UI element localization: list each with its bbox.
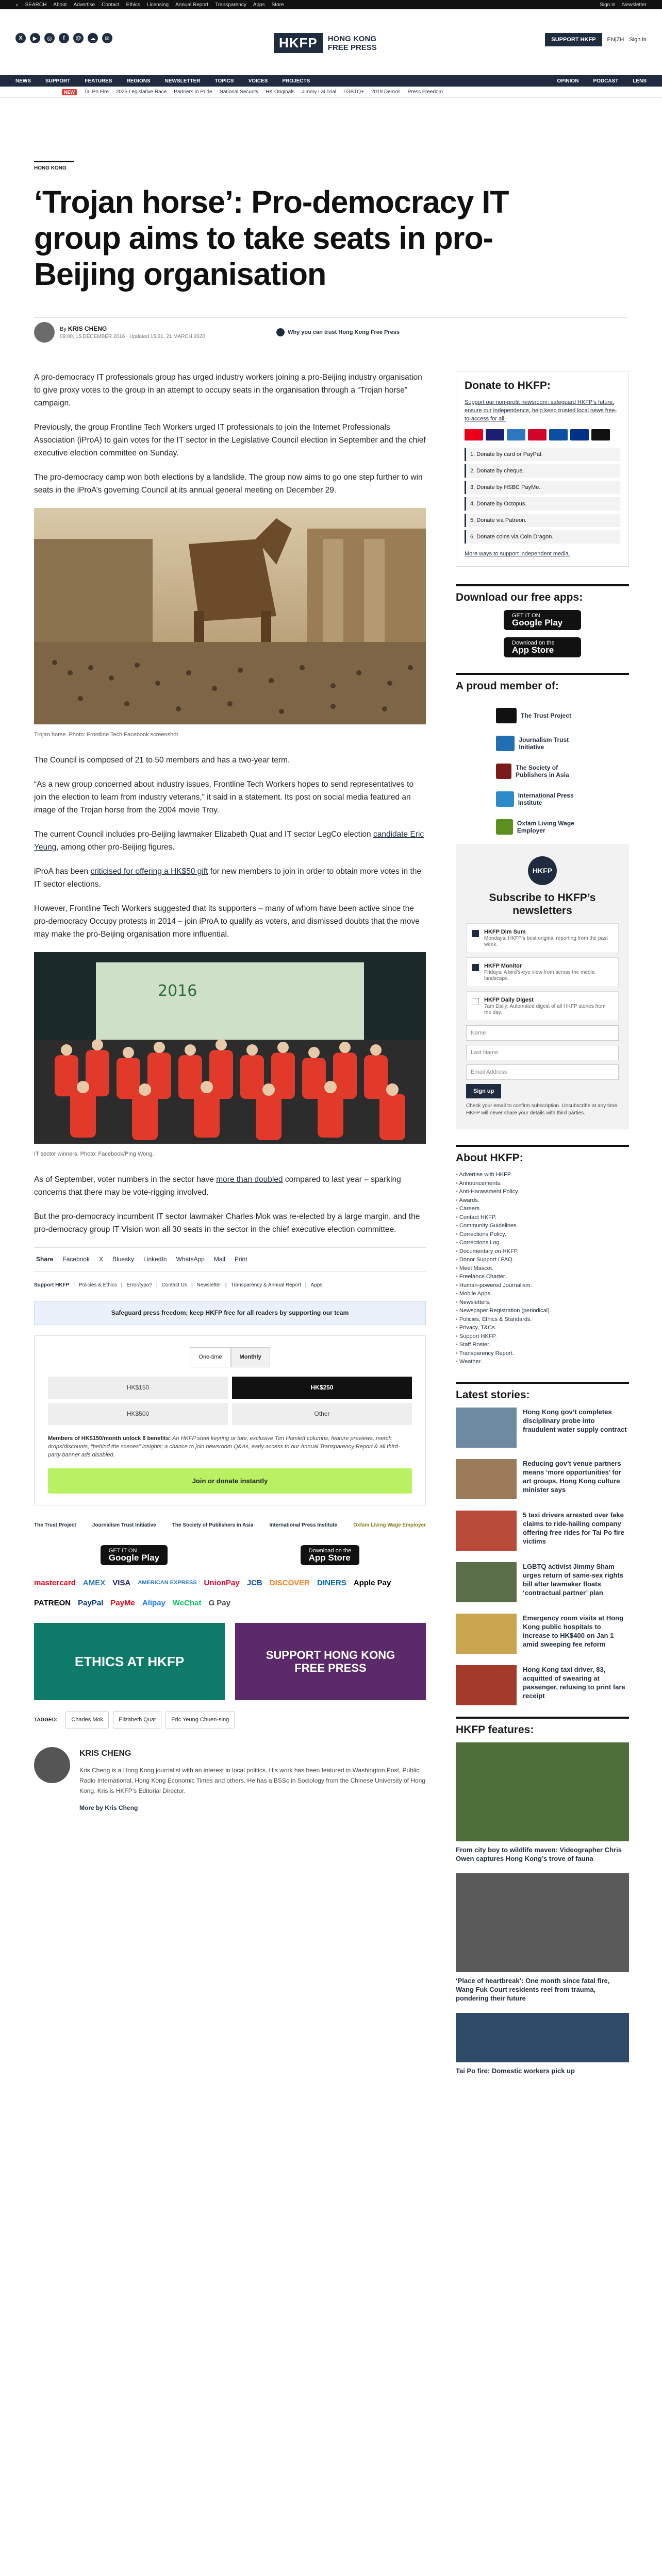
nav-item[interactable]: NEWSLETTER bbox=[164, 78, 201, 84]
paragraph bbox=[34, 1173, 426, 1199]
trending-link[interactable]: Tai Po Fire bbox=[84, 89, 109, 95]
shield-icon bbox=[276, 328, 285, 336]
newsletter-note: Check your email to confirm subscription. Unsubscribe at any time. HKFP will never share your details with third parties. bbox=[466, 1103, 619, 1116]
nav-item[interactable]: PODCAST bbox=[593, 78, 619, 84]
badge-caption: Download on the bbox=[308, 1548, 352, 1554]
main-nav bbox=[0, 75, 662, 87]
footer-link[interactable]: Contact Us bbox=[161, 1282, 188, 1288]
tags-label: TAGGED: bbox=[34, 1717, 58, 1723]
payment-logo: DISCOVER bbox=[269, 1579, 310, 1587]
about-link[interactable]: • Human-powered Journalism. bbox=[456, 1281, 629, 1290]
trojan-horse-image bbox=[34, 508, 426, 724]
paragraph: The pro-democracy camp won both elections by a landslide. The group now aims to go one step further to win seats in the iProA’s governing Council at its annual general meeting on December 29. bbox=[34, 473, 423, 495]
checkbox-unchecked[interactable] bbox=[472, 998, 479, 1005]
card-logo bbox=[507, 429, 525, 440]
checkbox-checked[interactable] bbox=[472, 930, 479, 937]
threads-icon[interactable]: @ bbox=[73, 33, 84, 43]
nav-item[interactable]: SUPPORT bbox=[45, 78, 71, 84]
byline-prefix: By bbox=[60, 326, 67, 332]
share-label: Share bbox=[36, 1256, 54, 1263]
trust-logo[interactable]: International Press Institute bbox=[269, 1522, 338, 1528]
about-link[interactable]: • Support HKFP. bbox=[456, 1332, 629, 1341]
footer-link[interactable]: Error/typo? bbox=[126, 1282, 152, 1288]
topbar-link[interactable]: Store bbox=[271, 2, 284, 8]
author-photo[interactable] bbox=[34, 1747, 70, 1783]
trending-link[interactable]: 2019 Demos bbox=[371, 89, 401, 95]
newsletter-logo: HKFP bbox=[528, 856, 557, 885]
youtube-icon[interactable]: ▶ bbox=[30, 33, 40, 43]
newsletter-option[interactable] bbox=[466, 923, 619, 953]
story-thumbnail bbox=[456, 1459, 517, 1499]
donate-option[interactable]: 2. Donate by cheque. bbox=[465, 464, 620, 478]
text-run: The current Council includes pro-Beijing lawmaker Elizabeth Quat and IT sector LegCo election bbox=[34, 830, 373, 839]
footer-link[interactable]: Transparency & Annual Report bbox=[230, 1282, 301, 1288]
facebook-icon[interactable]: f bbox=[59, 33, 69, 43]
search-icon[interactable]: ⌕ bbox=[15, 2, 19, 8]
card-logo bbox=[570, 429, 589, 440]
support-banner[interactable]: SUPPORT HONG KONG FREE PRESS bbox=[235, 1623, 426, 1700]
about-link[interactable]: • Community Guidelines. bbox=[456, 1222, 629, 1230]
feature-image bbox=[456, 1873, 629, 1972]
amount-option-other[interactable]: Other bbox=[232, 1403, 412, 1425]
new-badge: NEW bbox=[62, 89, 77, 95]
instagram-icon[interactable]: ◎ bbox=[44, 33, 55, 43]
paragraph: A pro-democracy IT professionals group has urged industry workers joining a pro-Beijing industry organisation to give proxy votes to the group in an attempt to occupy seats in the organisation through a “Trojan horse” campaign. bbox=[34, 373, 422, 408]
payment-logo: AMEX bbox=[82, 1579, 106, 1587]
feature-image bbox=[456, 1742, 629, 1841]
text-run: , among other pro-Beijing figures. bbox=[56, 843, 175, 852]
about-link[interactable]: • Weather. bbox=[456, 1358, 629, 1366]
badge-caption: GET IT ON bbox=[108, 1548, 137, 1554]
feature-stories bbox=[456, 1742, 629, 2075]
email-input[interactable]: Email Address bbox=[466, 1064, 619, 1080]
mail-icon[interactable]: ✉ bbox=[102, 33, 112, 43]
paragraph: However, Frontline Tech Workers suggested that its supporters – many of whom have been active since the pro-democracy Occupy protests in 2014 – join iProA to qualify as voters, and dismissed doubts that the move may make the pro-Beijing organisation more influential. bbox=[34, 904, 420, 939]
story-thumbnail bbox=[456, 1408, 517, 1448]
badge-store: App Store bbox=[512, 645, 554, 655]
story-item[interactable] bbox=[456, 1511, 629, 1551]
more-by-author-link[interactable]: More by Kris Cheng bbox=[79, 1804, 138, 1811]
donation-widget bbox=[34, 1335, 426, 1505]
payment-logo: mastercard bbox=[34, 1579, 76, 1587]
checkbox-checked[interactable] bbox=[472, 964, 479, 971]
donate-option[interactable]: 5. Donate via Patreon. bbox=[465, 514, 620, 527]
logo-line: HONG KONG bbox=[327, 34, 376, 43]
story-thumbnail bbox=[456, 1614, 517, 1654]
topbar-newsletter[interactable]: Newsletter bbox=[622, 2, 647, 8]
share-whatsapp[interactable]: WhatsApp bbox=[176, 1256, 205, 1263]
x-icon[interactable]: X bbox=[15, 33, 26, 43]
donate-option[interactable]: 4. Donate by Octopus. bbox=[465, 497, 620, 511]
tag[interactable]: Eric Yeung Chuen-sing bbox=[166, 1711, 235, 1728]
about-link[interactable]: • Careers. bbox=[456, 1205, 629, 1213]
membership-perks bbox=[48, 1434, 412, 1459]
member-logo-name: Journalism Trust Initiative bbox=[519, 736, 569, 751]
about-link[interactable]: • Anti-Harassment Policy. bbox=[456, 1188, 629, 1196]
google-play-badge[interactable] bbox=[504, 610, 581, 630]
image-caption: Trojan horse. Photo: Frontline Tech Facebook screenshot. bbox=[34, 732, 180, 738]
language-toggle[interactable]: EN|ZH bbox=[607, 37, 624, 43]
story-item[interactable] bbox=[456, 1665, 629, 1705]
bluesky-icon[interactable]: ☁ bbox=[88, 33, 98, 43]
signup-button[interactable]: Sign up bbox=[466, 1084, 501, 1098]
about-link[interactable]: • Newspaper Registration (periodical). bbox=[456, 1307, 629, 1315]
footer-link[interactable]: Support HKFP bbox=[34, 1282, 70, 1288]
story-title: Emergency room visits at Hong Kong public hospitals to increase to HK$400 on Jan 1 amid sweeping fee reform bbox=[523, 1614, 624, 1648]
member-heading: A proud member of: bbox=[456, 673, 629, 692]
image-caption: IT sector winners. Photo: Facebook/Ping Wong. bbox=[34, 1151, 154, 1157]
about-link[interactable]: • Awards. bbox=[456, 1196, 629, 1205]
photo-banner-year: 2016 bbox=[158, 982, 197, 1000]
badge-caption: Download on the bbox=[512, 640, 555, 646]
tag[interactable]: Elizabeth Quat bbox=[113, 1711, 161, 1728]
author-bio: Kris Cheng is a Hong Kong journalist with an interest in local politics. His work has been featured in Washington Post, Public Radio International, Hong Kong Economic Times and others. He has a BSSc in Sociology from the Chinese University of Hong Kong. Kris is HKFP’s Editorial Director. bbox=[79, 1767, 426, 1794]
app-store-badge[interactable] bbox=[504, 637, 581, 657]
trending-link[interactable]: Press Freedom bbox=[407, 89, 443, 95]
why-trust-link[interactable] bbox=[276, 328, 400, 336]
story-thumbnail bbox=[456, 1511, 517, 1551]
promo-banners bbox=[34, 1623, 426, 1700]
newsletter-desc: Fridays: A bird’s-eye view from across the media landscape. bbox=[484, 970, 595, 981]
about-link[interactable]: • Transparency Report. bbox=[456, 1349, 629, 1358]
story-thumbnail bbox=[456, 1562, 517, 1602]
newsletter-name: HKFP Dim Sum bbox=[484, 929, 526, 935]
share-linkedin[interactable]: LinkedIn bbox=[143, 1256, 167, 1263]
newsletter-desc: 7am Daily: Automated digest of all HKFP stories from the day. bbox=[484, 1004, 606, 1015]
about-link[interactable]: • Advertise with HKFP. bbox=[456, 1171, 629, 1179]
latest-stories bbox=[456, 1408, 629, 1705]
ethics-banner[interactable]: ETHICS AT HKFP bbox=[34, 1623, 225, 1700]
member-logo[interactable] bbox=[496, 791, 589, 807]
story-title: Hong Kong taxi driver, 83, acquitted of swearing at passenger, refusing to print fare receipt bbox=[523, 1665, 625, 1700]
card-logo bbox=[486, 429, 504, 440]
topbar-link[interactable]: Annual Report bbox=[175, 2, 209, 8]
feature-item[interactable] bbox=[456, 1873, 629, 2003]
about-link[interactable]: • Corrections Log. bbox=[456, 1239, 629, 1247]
nav-item[interactable]: TOPICS bbox=[214, 78, 234, 84]
amount-option[interactable]: HK$500 bbox=[48, 1403, 228, 1425]
about-link[interactable]: • Privacy, T&Cs. bbox=[456, 1324, 629, 1332]
tag[interactable]: Charles Mok bbox=[65, 1711, 109, 1728]
sidebar bbox=[456, 371, 629, 2086]
about-link[interactable]: • Contact HKFP. bbox=[456, 1213, 629, 1222]
inline-link[interactable]: more than doubled bbox=[216, 1175, 283, 1184]
payment-logo: PayPal bbox=[78, 1599, 104, 1607]
first-name-input[interactable]: Name bbox=[466, 1025, 619, 1041]
paragraph: Previously, the group Frontline Tech Workers urged IT professionals to join the Internet Professionals Association (iProA) to gain votes for the IT sector in the Legislative Council election in September and the chief executive election committee on Sunday. bbox=[34, 423, 426, 457]
donate-option[interactable]: 6. Donate coins via Coin Dragon. bbox=[465, 530, 620, 544]
member-logo-name: International Press Institute bbox=[518, 792, 574, 806]
share-mail[interactable]: Mail bbox=[213, 1256, 225, 1263]
article-title: ‘Trojan horse’: Pro-democracy IT group aims to take seats in pro-Beijing organisation bbox=[34, 184, 509, 292]
payment-logo: G Pay bbox=[208, 1599, 230, 1607]
donate-intro[interactable]: Support our non-profit newsroom: safeguard HKFP’s future, ensure our independence, help keep trusted local news free-to-access for all. bbox=[465, 399, 617, 422]
inline-link[interactable]: candidate Eric Yeung bbox=[34, 830, 424, 852]
about-link[interactable]: • Mobile Apps. bbox=[456, 1290, 629, 1298]
payment-logo: Apple Pay bbox=[353, 1579, 391, 1587]
member-logo-name: The Trust Project bbox=[521, 712, 572, 719]
about-link[interactable]: • Policies, Ethics & Standards. bbox=[456, 1315, 629, 1324]
donate-card bbox=[456, 371, 629, 567]
topbar-link[interactable]: Advertise bbox=[73, 2, 95, 8]
topbar-signin[interactable]: Sign in bbox=[600, 2, 616, 8]
story-item[interactable] bbox=[456, 1459, 629, 1499]
text-run: iProA has been bbox=[34, 867, 91, 876]
trending-link[interactable]: Partners in Pride bbox=[174, 89, 212, 95]
story-title: Hong Kong gov’t completes disciplinary probe into fraudulent water supply contract bbox=[523, 1408, 627, 1433]
member-logos bbox=[456, 699, 629, 844]
newsletter-desc: Mondays: HKFP’s best original reporting from the past week. bbox=[484, 936, 608, 947]
member-logo[interactable] bbox=[496, 708, 589, 723]
story-title: 5 taxi drivers arrested over fake claims to ride-hailing company offering free rides for Tai Po fire victims bbox=[523, 1511, 624, 1545]
about-link[interactable]: • Meet Mascot. bbox=[456, 1264, 629, 1273]
newsletter-name: HKFP Monitor bbox=[484, 963, 522, 969]
footer-link[interactable]: Newsletter bbox=[196, 1282, 221, 1288]
member-logo[interactable] bbox=[496, 819, 589, 835]
footer-link[interactable]: Policies & Ethics bbox=[78, 1282, 117, 1288]
about-link[interactable]: • Donor Support / FAQ. bbox=[456, 1256, 629, 1264]
feature-item[interactable] bbox=[456, 2013, 629, 2075]
trust-logos-row bbox=[34, 1519, 426, 1532]
text-run: compared to last year – sparking concerns that there may be vote-rigging involved. bbox=[34, 1175, 401, 1197]
donate-heading: Donate to HKFP: bbox=[465, 380, 551, 392]
article-body bbox=[34, 371, 426, 1815]
topbar-link[interactable]: Transparency bbox=[215, 2, 246, 8]
payment-logo: PayMe bbox=[110, 1599, 135, 1607]
topbar-link[interactable]: About bbox=[53, 2, 67, 8]
top-utility-bar bbox=[0, 0, 662, 9]
newsletter-option[interactable] bbox=[466, 957, 619, 987]
payment-logo: VISA bbox=[112, 1579, 131, 1587]
logo-line: FREE PRESS bbox=[327, 43, 377, 52]
share-facebook[interactable]: Facebook bbox=[62, 1256, 90, 1263]
trust-logo[interactable]: The Society of Publishers in Asia bbox=[172, 1522, 254, 1528]
story-thumbnail bbox=[456, 1665, 517, 1705]
donate-option[interactable]: 1. Donate by card or PayPal. bbox=[465, 448, 620, 461]
about-link[interactable]: • Announcements. bbox=[456, 1179, 629, 1188]
latest-heading: Latest stories: bbox=[456, 1382, 629, 1401]
site-logo[interactable] bbox=[274, 33, 377, 53]
why-trust-text: Why you can trust Hong Kong Free Press bbox=[288, 329, 400, 335]
last-name-input[interactable]: Last Name bbox=[466, 1045, 619, 1060]
share-print[interactable]: Print bbox=[234, 1256, 247, 1263]
card-logo bbox=[528, 429, 547, 440]
badge-store: App Store bbox=[308, 1553, 351, 1563]
card-logos bbox=[465, 429, 620, 440]
author-avatar[interactable] bbox=[34, 322, 55, 343]
footer-link[interactable]: Apps bbox=[310, 1282, 323, 1288]
feature-title: From city boy to wildlife maven: Videographer Chris Owen captures Hong Kong’s trove of fauna bbox=[456, 1845, 622, 1862]
about-link[interactable]: • Documentary on HKFP. bbox=[456, 1247, 629, 1256]
paragraph: “As a new group concerned about industry issues, Frontline Tech Workers hopes to send representatives to join the election to learn from industry veterans,” it said in a statement. Its post on social media featured an image of the Trojan horse from the 2004 movie Troy. bbox=[34, 780, 414, 815]
perk-title: Members of HK$150/month unlock 6 benefits: bbox=[48, 1435, 171, 1442]
share-bluesky[interactable]: Bluesky bbox=[112, 1256, 135, 1263]
social-links bbox=[15, 33, 112, 43]
author-box-name[interactable]: KRIS CHENG bbox=[79, 1749, 131, 1758]
about-links bbox=[456, 1171, 629, 1366]
topbar-link[interactable]: Apps bbox=[253, 2, 265, 8]
perk-text: An HKFP steel keyring or tote; exclusive Tim Hamlett columns; feature previews, merch drops/discounts, “behind the scenes” insights; a chance to join newsroom Q&As, early access to our Annual Transparency Report & all third-party banner ads disabled. bbox=[48, 1435, 400, 1458]
amount-option-selected[interactable]: HK$250 bbox=[232, 1377, 412, 1399]
trending-link[interactable]: HK Originals bbox=[266, 89, 295, 95]
story-item[interactable] bbox=[456, 1614, 629, 1654]
story-item[interactable] bbox=[456, 1408, 629, 1448]
card-logo bbox=[549, 429, 568, 440]
trending-nav bbox=[0, 87, 662, 98]
article-footer-links: Support HKFP | Policies & Ethics | Error/typo? | Contact Us | Newsletter | Transparency & Annual Report | Apps bbox=[34, 1279, 426, 1292]
badge-store: Google Play bbox=[108, 1553, 160, 1563]
nav-item[interactable]: REGIONS bbox=[126, 78, 151, 84]
topbar-link[interactable]: Ethics bbox=[126, 2, 140, 8]
about-link[interactable]: • Freelance Charter. bbox=[456, 1273, 629, 1281]
payment-logo: UnionPay bbox=[204, 1579, 240, 1587]
newsletter-option[interactable] bbox=[466, 991, 619, 1021]
story-title: LGBTQ activist Jimmy Sham urges return of same-sex rights bill after lawmaker floats ‘contractual partner’ plan bbox=[523, 1562, 624, 1597]
apps-heading: Download our free apps: bbox=[456, 584, 629, 604]
nav-item[interactable]: LENS bbox=[633, 78, 647, 84]
logo-mark: HKFP bbox=[274, 33, 323, 53]
trending-link[interactable]: National Security bbox=[219, 89, 259, 95]
newsletter-heading: Subscribe to HKFP’s newsletters bbox=[489, 892, 596, 917]
site-header bbox=[0, 9, 662, 75]
payment-logo: WeChat bbox=[172, 1599, 202, 1607]
feature-title: ‘Place of heartbreak’: One month since fatal fire, Wang Fuk Court residents reel from trauma, pondering their future bbox=[456, 1976, 610, 2002]
about-link[interactable]: • Newsletters. bbox=[456, 1298, 629, 1307]
payment-logo: AMERICAN EXPRESS bbox=[138, 1580, 197, 1586]
nav-item[interactable]: FEATURES bbox=[85, 78, 112, 84]
payment-logo: PATREON bbox=[34, 1599, 71, 1607]
member-logo[interactable] bbox=[496, 764, 589, 779]
member-logo-name: The Society of Publishers in Asia bbox=[516, 764, 569, 778]
topbar-link[interactable]: Contact bbox=[102, 2, 120, 8]
badge-store: Google Play bbox=[512, 618, 563, 628]
feature-item[interactable] bbox=[456, 1742, 629, 1863]
app-badges-row bbox=[34, 1545, 426, 1565]
publish-date: 09:00, 15 DECEMBER 2016 · Updated 15:51, 21 MARCH 2020 bbox=[60, 334, 205, 340]
card-logo bbox=[465, 429, 483, 440]
amount-option[interactable]: HK$150 bbox=[48, 1377, 228, 1399]
share-bar bbox=[34, 1247, 426, 1272]
app-store-badge[interactable] bbox=[301, 1545, 360, 1565]
feature-title: Tai Po fire: Domestic workers pick up bbox=[456, 2066, 575, 2075]
member-logo[interactable] bbox=[496, 736, 589, 751]
payment-logo: Alipay bbox=[142, 1599, 166, 1607]
author-name[interactable]: KRIS CHENG bbox=[68, 325, 107, 332]
paragraph bbox=[34, 865, 426, 891]
feature-image bbox=[456, 2013, 629, 2062]
byline bbox=[34, 317, 627, 347]
newsletter-signup bbox=[456, 844, 629, 1129]
donate-option[interactable]: 3. Donate by HSBC PayMe. bbox=[465, 481, 620, 494]
more-ways-link[interactable]: More ways to support independent media. bbox=[465, 551, 570, 557]
trust-logo[interactable]: The Trust Project bbox=[34, 1522, 76, 1528]
paragraph bbox=[34, 828, 426, 854]
frequency-monthly[interactable]: Monthly bbox=[231, 1347, 270, 1367]
paragraph: But the pro-democracy incumbent IT sector lawmaker Charles Mok was re-elected by a large margin, and the pro-democracy group IT Vision won all 30 seats in the sector in the chief executive election committee. bbox=[34, 1212, 420, 1234]
topbar-link[interactable]: SEARCH bbox=[25, 2, 47, 8]
about-heading: About HKFP: bbox=[456, 1145, 629, 1164]
payment-logo: DINERS bbox=[317, 1579, 346, 1587]
nav-item[interactable]: VOICES bbox=[248, 78, 268, 84]
tags-row bbox=[34, 1711, 426, 1728]
nav-item[interactable]: OPINION bbox=[557, 78, 579, 84]
it-sector-winners-image bbox=[34, 952, 426, 1144]
features-heading: HKFP features: bbox=[456, 1717, 629, 1736]
newsletter-name: HKFP Daily Digest bbox=[484, 997, 534, 1003]
google-play-badge[interactable] bbox=[101, 1545, 168, 1565]
nav-item[interactable]: PROJECTS bbox=[282, 78, 310, 84]
about-link[interactable]: • Staff Roster. bbox=[456, 1341, 629, 1349]
trending-link[interactable]: Jimmy Lai Trial bbox=[302, 89, 337, 95]
trending-link[interactable]: 2025 Legislative Race bbox=[115, 89, 167, 95]
frequency-one-time[interactable]: One-time bbox=[190, 1347, 230, 1367]
about-link[interactable]: • Corrections Policy. bbox=[456, 1230, 629, 1239]
inline-link[interactable]: criticised for offering a HK$50 gift bbox=[90, 867, 208, 876]
trust-logo[interactable]: Journalism Trust Initiative bbox=[92, 1522, 156, 1528]
paragraph: The Council is composed of 21 to 50 members and has a two-year term. bbox=[34, 756, 290, 765]
trending-link[interactable]: LGBTQ+ bbox=[343, 89, 364, 95]
member-logo-name: Oxfam Living Wage Employer bbox=[517, 820, 574, 834]
text-run: for new members to join in order to obtain more votes in the IT sector elections. bbox=[34, 867, 422, 889]
nav-item[interactable]: NEWS bbox=[15, 78, 31, 84]
story-item[interactable] bbox=[456, 1562, 629, 1602]
sign-in-link[interactable]: Sign in bbox=[629, 37, 647, 43]
author-box bbox=[34, 1747, 426, 1815]
trust-logo[interactable]: Oxfam Living Wage Employer bbox=[353, 1522, 426, 1528]
card-logo bbox=[591, 429, 610, 440]
payment-methods bbox=[34, 1577, 426, 1609]
text-run: As of September, voter numbers in the sector have bbox=[34, 1175, 217, 1184]
badge-caption: GET IT ON bbox=[512, 613, 540, 619]
join-donate-button[interactable]: Join or donate instantly bbox=[48, 1468, 412, 1494]
story-title: Reducing gov’t venue partners means ‘more opportunities’ for art groups, Hong Kong culture minister says bbox=[523, 1459, 621, 1494]
support-button[interactable]: SUPPORT HKFP bbox=[545, 33, 602, 46]
category-kicker[interactable]: HONG KONG bbox=[34, 161, 74, 171]
share-x[interactable]: X bbox=[99, 1256, 104, 1263]
topbar-link[interactable]: Licensing bbox=[146, 2, 169, 8]
payment-logo: JCB bbox=[246, 1579, 262, 1587]
safeguard-banner[interactable]: Safeguard press freedom; keep HKFP free for all readers by supporting our team bbox=[34, 1301, 426, 1325]
